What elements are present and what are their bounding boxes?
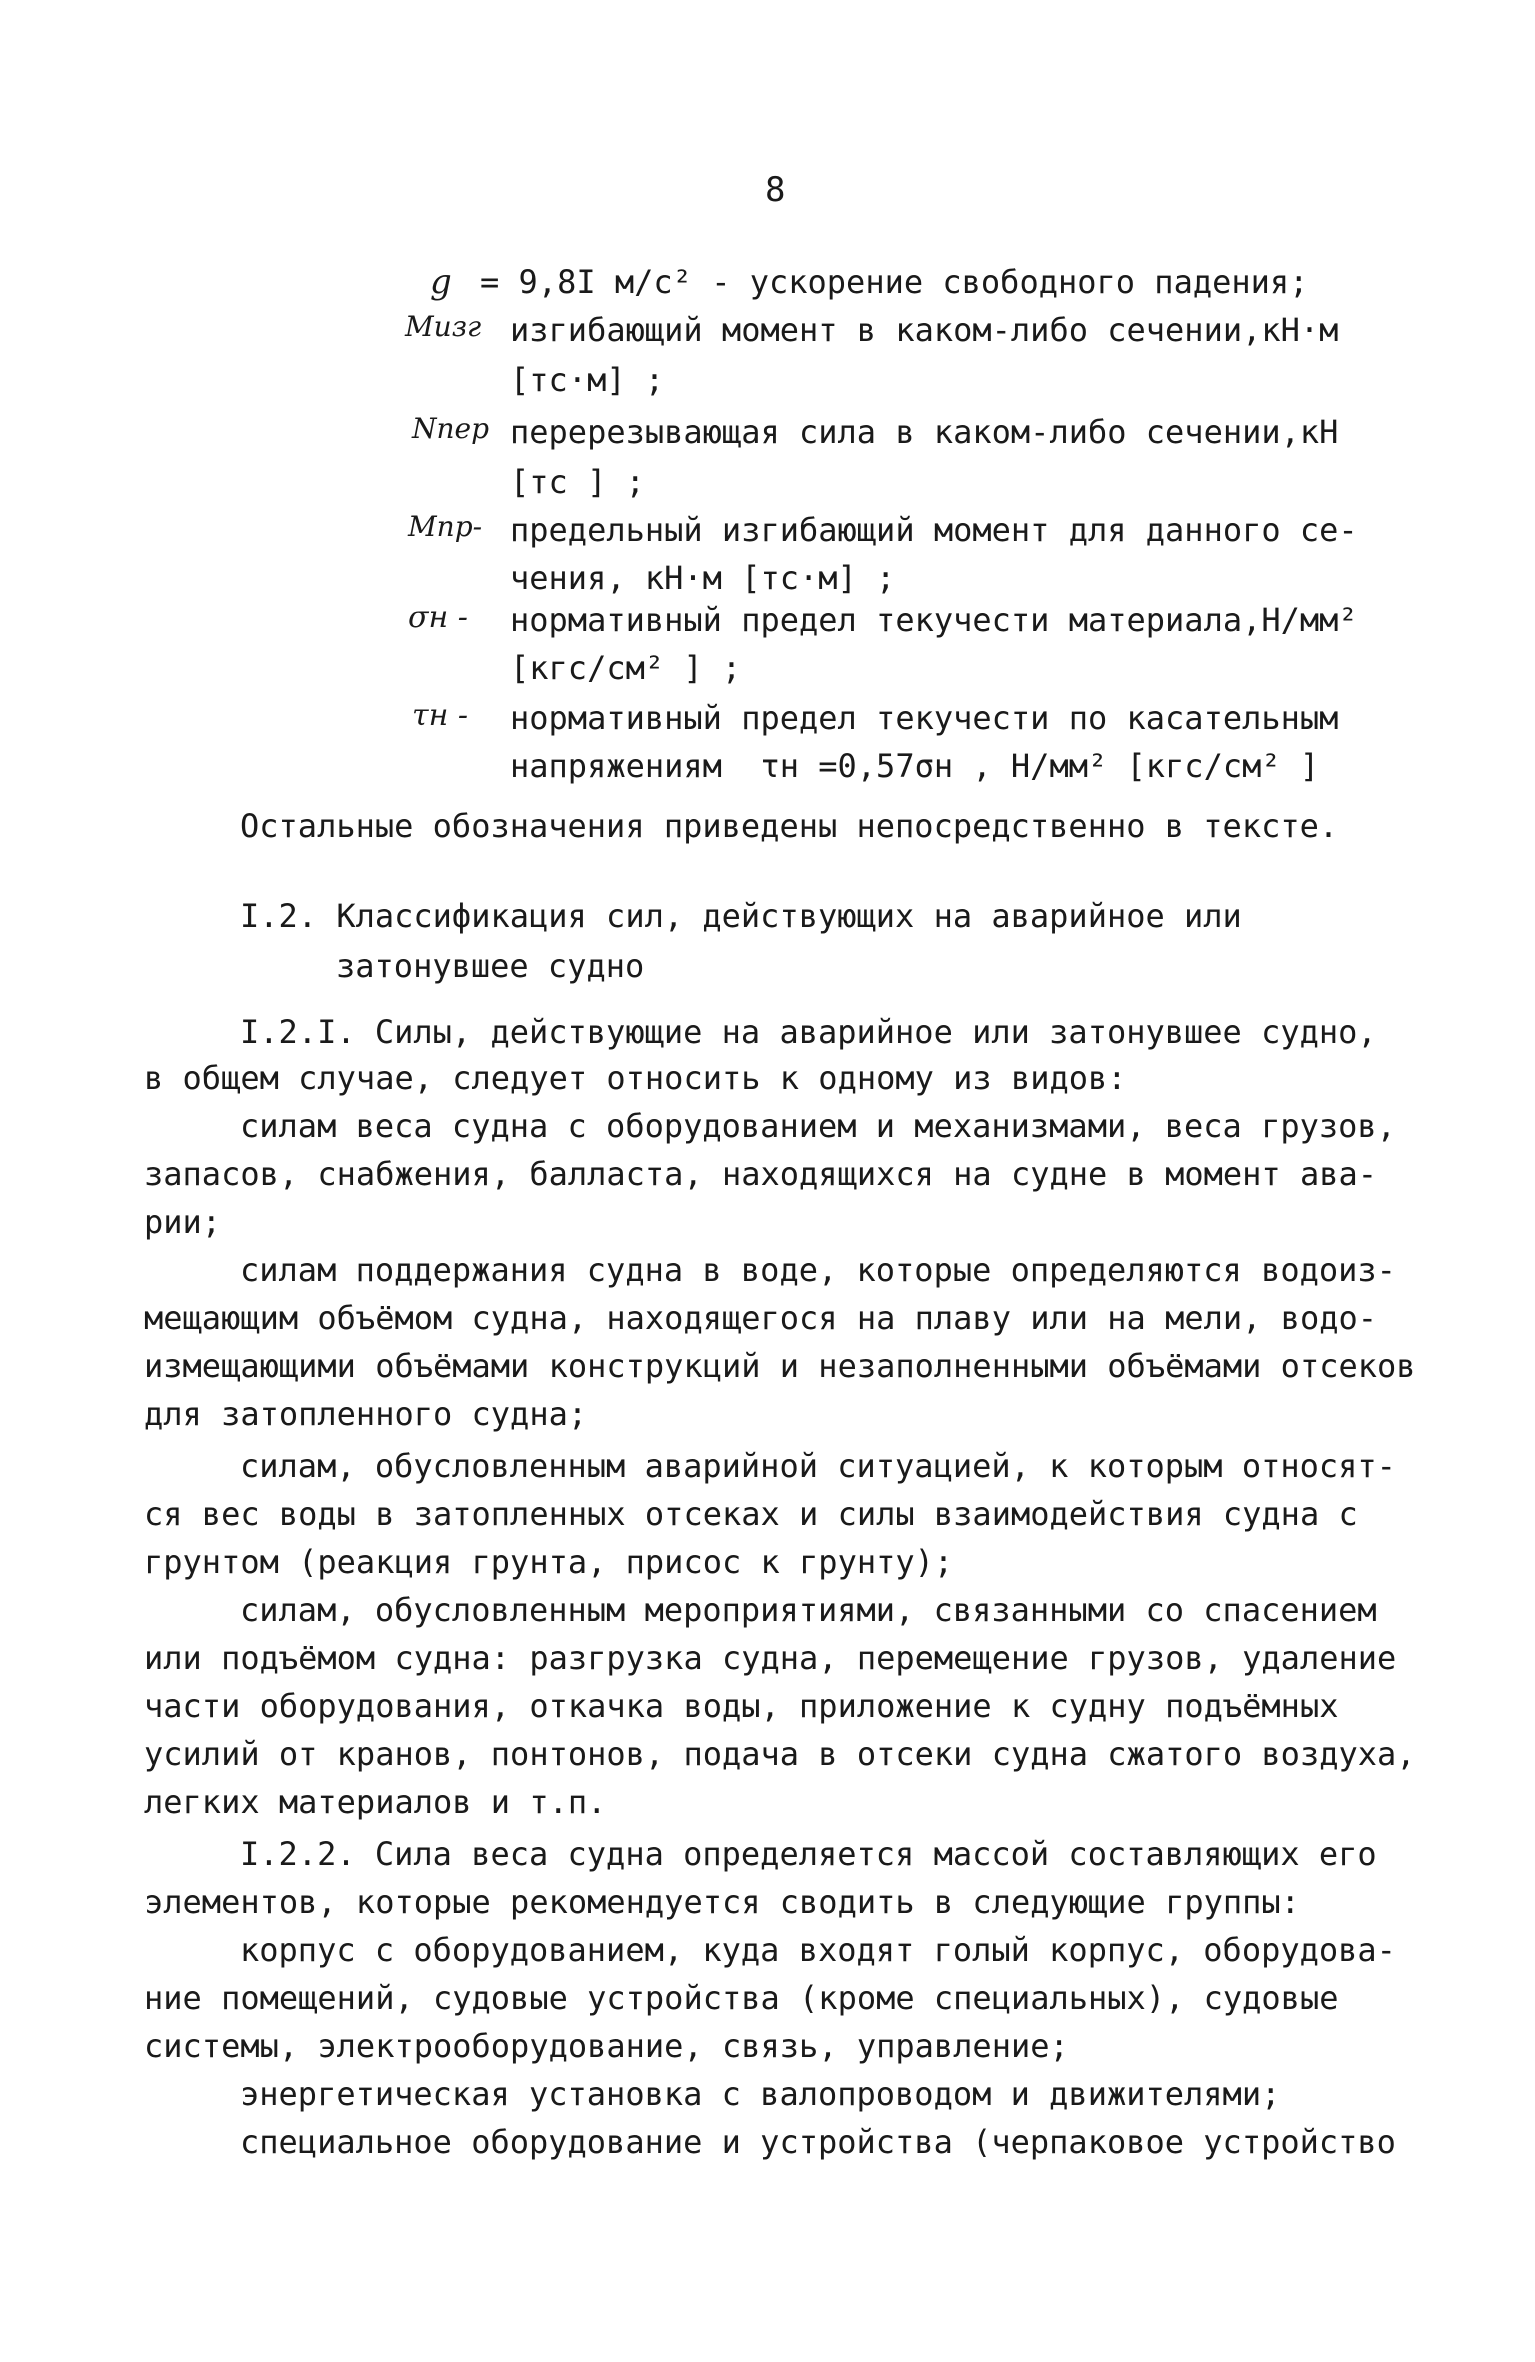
paragraph-line: грунтом (реакция грунта, присос к грунту); bbox=[144, 1543, 954, 1581]
paragraph-line: силам, обусловленным мероприятиями, связанными со спасением bbox=[240, 1591, 1377, 1629]
paragraph-line: мещающим объёмом судна, находящегося на плаву или на мели, водо- bbox=[144, 1299, 1377, 1337]
paragraph-line: энергетическая установка с валопроводом и движителями; bbox=[240, 2075, 1281, 2113]
section-heading-continued: затонувшее судно bbox=[336, 947, 645, 985]
definition-line: чения, кН·м [тс·м] ; bbox=[510, 559, 896, 597]
paragraph-line: системы, электрооборудование, связь, управление; bbox=[144, 2027, 1069, 2065]
definition-line: изгибающий момент в каком-либо сечении,кН·м bbox=[510, 311, 1339, 349]
definition-line: перерезывающая сила в каком-либо сечении,кН bbox=[510, 413, 1339, 451]
definition-line: напряжениям τн =0,57σн , Н/мм² [кгс/см² ] bbox=[510, 747, 1320, 785]
definition-line: [тс ] ; bbox=[510, 463, 645, 501]
paragraph-line: I.2.2. Сила веса судна определяется массой составляющих его bbox=[240, 1835, 1377, 1873]
paragraph-line: элементов, которые рекомендуется сводить в следующие группы: bbox=[144, 1883, 1300, 1921]
paragraph-line: части оборудования, откачка воды, приложение к судну подъёмных bbox=[144, 1687, 1339, 1725]
definition-line: предельный изгибающий момент для данного се- bbox=[510, 511, 1358, 549]
definition-line: нормативный предел текучести по касательным bbox=[510, 699, 1339, 737]
paragraph-line: или подъёмом судна: разгрузка судна, перемещение грузов, удаление bbox=[144, 1639, 1397, 1677]
paragraph-line: ся вес воды в затопленных отсеках и силы взаимодействия судна с bbox=[144, 1495, 1358, 1533]
paragraph-line: силам поддержания судна в воде, которые определяются водоиз- bbox=[240, 1251, 1396, 1289]
definition-line: [тс·м] ; bbox=[510, 361, 665, 399]
symbol-m-izg: Mизг bbox=[405, 310, 482, 343]
paragraph-line: специальное оборудование и устройства (черпаковое устройство bbox=[240, 2123, 1396, 2161]
symbol-g: g bbox=[430, 262, 452, 302]
definition-line: нормативный предел текучести материала,Н/мм² bbox=[510, 601, 1358, 639]
symbol-n-per: Nпер bbox=[412, 412, 490, 445]
paragraph-line: силам веса судна с оборудованием и механизмами, веса грузов, bbox=[240, 1107, 1396, 1145]
symbol-sigma-n: σн - bbox=[408, 600, 468, 635]
paragraph-line: измещающими объёмами конструкций и незаполненными объёмами отсеков bbox=[144, 1347, 1416, 1385]
paragraph-line: рии; bbox=[144, 1203, 222, 1241]
definition-line: [кгс/см² ] ; bbox=[510, 649, 742, 687]
paragraph-line: в общем случае, следует относить к одному из видов: bbox=[144, 1059, 1127, 1097]
paragraph-line: I.2.I. Силы, действующие на аварийное или затонувшее судно, bbox=[240, 1013, 1377, 1051]
paragraph-line: легких материалов и т.п. bbox=[144, 1783, 607, 1821]
paragraph-line: силам, обусловленным аварийной ситуацией, к которым относят- bbox=[240, 1447, 1396, 1485]
section-heading: I.2. Классификация сил, действующих на аварийное или bbox=[240, 897, 1242, 935]
paragraph-line: для затопленного судна; bbox=[144, 1395, 588, 1433]
paragraph-line: запасов, снабжения, балласта, находящихся на судне в момент ава- bbox=[144, 1155, 1377, 1193]
definition-line: = 9,8I м/с² - ускорение свободного падения; bbox=[480, 263, 1309, 301]
symbol-tau-n: τн - bbox=[412, 698, 469, 733]
symbol-m-pr: Mпр- bbox=[408, 510, 483, 543]
paragraph-line: усилий от кранов, понтонов, подача в отсеки судна сжатого воздуха, bbox=[144, 1735, 1416, 1773]
page-number: 8 bbox=[765, 170, 786, 210]
note-text: Остальные обозначения приведены непосредственно в тексте. bbox=[240, 807, 1339, 845]
paragraph-line: корпус с оборудованием, куда входят голый корпус, оборудова- bbox=[240, 1931, 1396, 1969]
paragraph-line: ние помещений, судовые устройства (кроме специальных), судовые bbox=[144, 1979, 1339, 2017]
